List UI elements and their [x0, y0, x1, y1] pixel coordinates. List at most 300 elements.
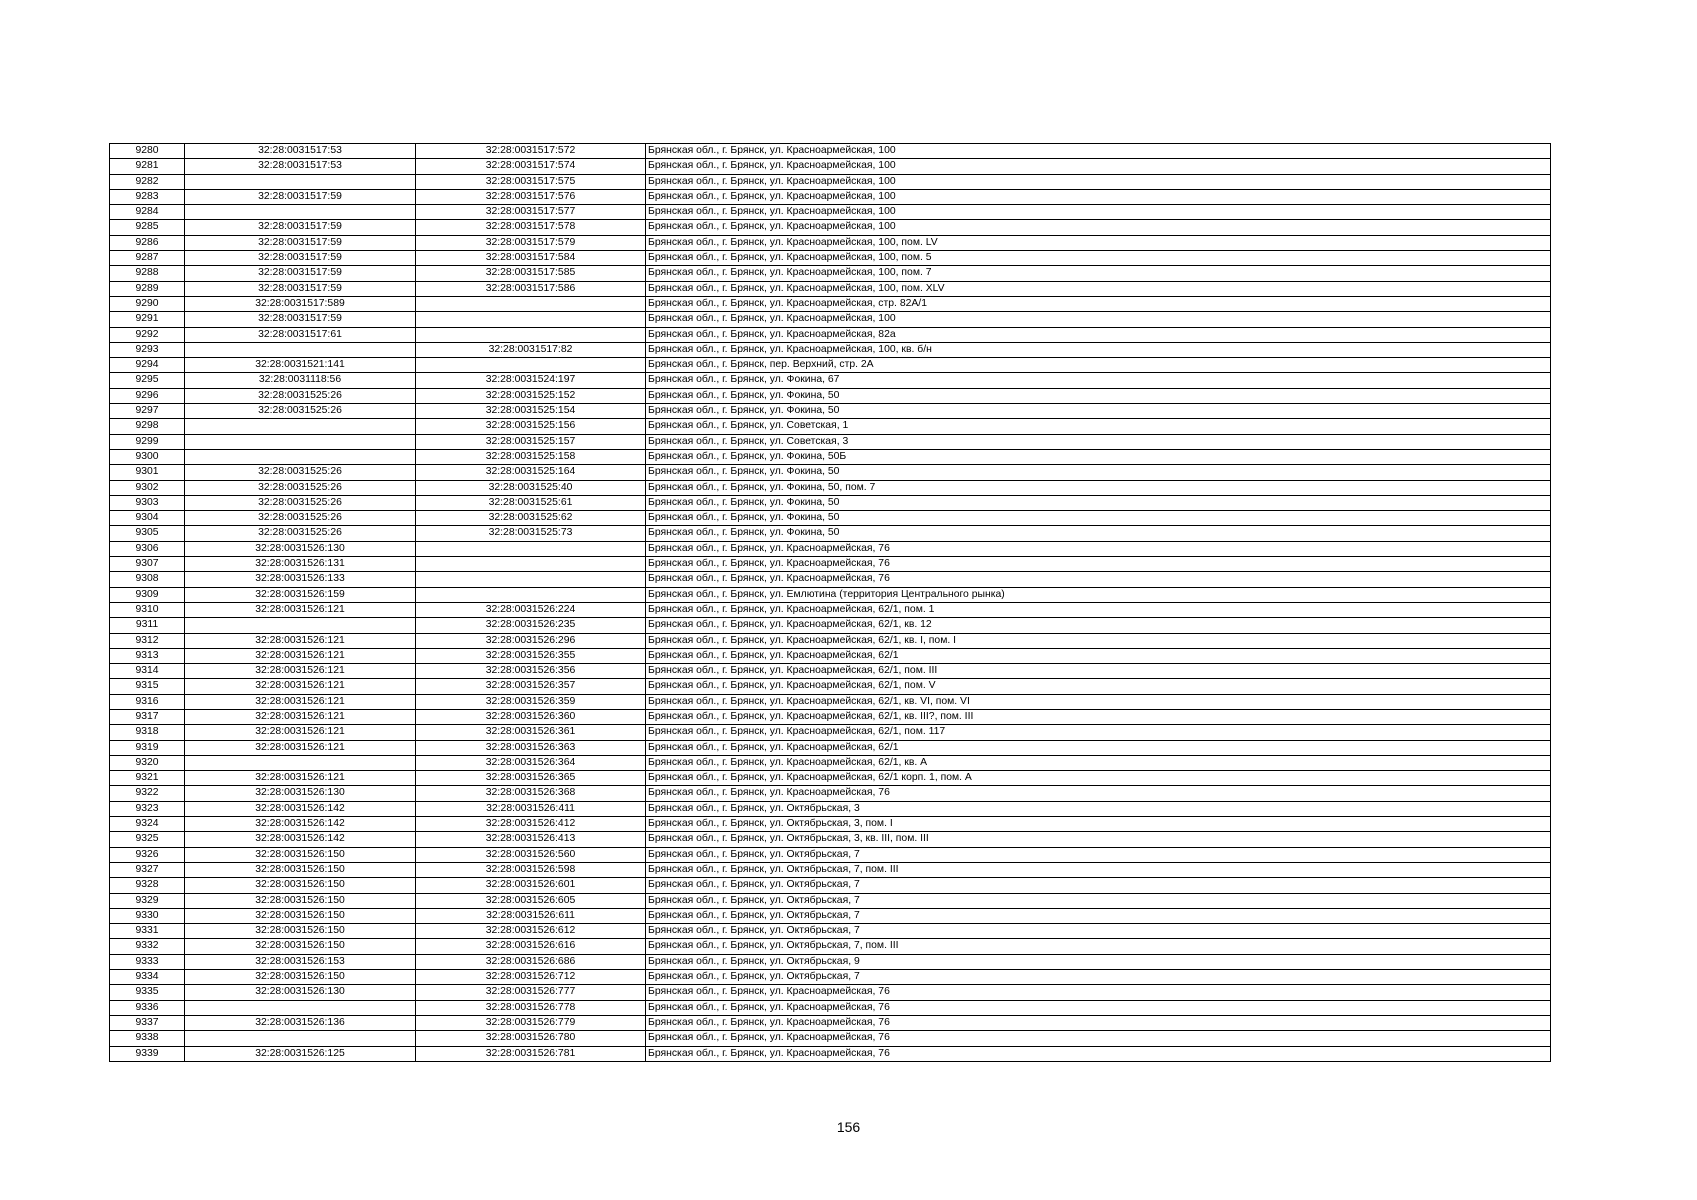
- parent-cadastral-number-cell: [185, 1031, 416, 1046]
- address-cell: Брянская обл., г. Брянск, ул. Фокина, 50, пом. 7: [646, 480, 1551, 495]
- cadastral-number-cell: 32:28:0031517:576: [416, 189, 646, 204]
- parent-cadastral-number-cell: 32:28:0031526:125: [185, 1046, 416, 1061]
- cadastral-number-cell: 32:28:0031526:413: [416, 832, 646, 847]
- parent-cadastral-number-cell: 32:28:0031118:56: [185, 373, 416, 388]
- row-number-cell: 9329: [110, 893, 185, 908]
- cadastral-number-cell: 32:28:0031526:598: [416, 862, 646, 877]
- row-number-cell: 9282: [110, 174, 185, 189]
- address-cell: Брянская обл., г. Брянск, ул. Красноармейская, 76: [646, 572, 1551, 587]
- cadastral-number-cell: 32:28:0031526:686: [416, 954, 646, 969]
- address-cell: Брянская обл., г. Брянск, ул. Красноармейская, 100: [646, 205, 1551, 220]
- row-number-cell: 9320: [110, 755, 185, 770]
- table-row: [110, 251, 1551, 266]
- parent-cadastral-number-cell: 32:28:0031526:150: [185, 924, 416, 939]
- row-number-cell: 9335: [110, 985, 185, 1000]
- row-number-cell: 9307: [110, 557, 185, 572]
- address-cell: Брянская обл., г. Брянск, ул. Красноармейская, 76: [646, 541, 1551, 556]
- parent-cadastral-number-cell: 32:28:0031526:121: [185, 664, 416, 679]
- row-number-cell: 9292: [110, 327, 185, 342]
- table-row: [110, 648, 1551, 663]
- address-cell: Брянская обл., г. Брянск, ул. Октябрьская, 9: [646, 954, 1551, 969]
- cadastral-number-cell: 32:28:0031517:585: [416, 266, 646, 281]
- address-cell: Брянская обл., г. Брянск, ул. Красноармейская, 62/1, кв. VI, пом. VI: [646, 694, 1551, 709]
- cadastral-number-cell: 32:28:0031526:224: [416, 602, 646, 617]
- row-number-cell: 9293: [110, 342, 185, 357]
- table-row: [110, 740, 1551, 755]
- cadastral-number-cell: 32:28:0031526:616: [416, 939, 646, 954]
- cadastral-number-cell: 32:28:0031517:574: [416, 159, 646, 174]
- row-number-cell: 9294: [110, 358, 185, 373]
- parent-cadastral-number-cell: 32:28:0031517:59: [185, 189, 416, 204]
- table-row: [110, 235, 1551, 250]
- table-row: [110, 220, 1551, 235]
- row-number-cell: 9289: [110, 281, 185, 296]
- parent-cadastral-number-cell: 32:28:0031526:133: [185, 572, 416, 587]
- address-cell: Брянская обл., г. Брянск, ул. Фокина, 50: [646, 404, 1551, 419]
- address-cell: Брянская обл., г. Брянск, ул. Красноармейская, 62/1, пом. V: [646, 679, 1551, 694]
- address-cell: Брянская обл., г. Брянск, ул. Красноармейская, 100: [646, 312, 1551, 327]
- cadastral-number-cell: 32:28:0031526:365: [416, 771, 646, 786]
- table-row: [110, 1031, 1551, 1046]
- table-row: [110, 174, 1551, 189]
- row-number-cell: 9299: [110, 434, 185, 449]
- cadastral-number-cell: 32:28:0031526:778: [416, 1000, 646, 1015]
- cadastral-number-cell: 32:28:0031517:575: [416, 174, 646, 189]
- table-row: [110, 709, 1551, 724]
- address-cell: Брянская обл., г. Брянск, ул. Красноармейская, 76: [646, 985, 1551, 1000]
- address-cell: Брянская обл., г. Брянск, ул. Фокина, 50: [646, 511, 1551, 526]
- table-row: [110, 924, 1551, 939]
- address-cell: Брянская обл., г. Брянск, ул. Фокина, 50Б: [646, 449, 1551, 464]
- cadastral-number-cell: 32:28:0031526:364: [416, 755, 646, 770]
- table-row: [110, 281, 1551, 296]
- table-row: [110, 801, 1551, 816]
- address-cell: Брянская обл., г. Брянск, ул. Красноармейская, 100: [646, 159, 1551, 174]
- address-cell: Брянская обл., г. Брянск, ул. Октябрьская, 7: [646, 908, 1551, 923]
- cadastral-number-cell: 32:28:0031526:363: [416, 740, 646, 755]
- parent-cadastral-number-cell: [185, 205, 416, 220]
- row-number-cell: 9303: [110, 495, 185, 510]
- row-number-cell: 9314: [110, 664, 185, 679]
- table-row: [110, 908, 1551, 923]
- row-number-cell: 9313: [110, 648, 185, 663]
- address-cell: Брянская обл., г. Брянск, ул. Красноармейская, 100, пом. 7: [646, 266, 1551, 281]
- row-number-cell: 9311: [110, 618, 185, 633]
- table-row: [110, 847, 1551, 862]
- address-cell: Брянская обл., г. Брянск, ул. Красноармейская, 100, пом. 5: [646, 251, 1551, 266]
- cadastral-number-cell: 32:28:0031526:612: [416, 924, 646, 939]
- parent-cadastral-number-cell: 32:28:0031526:121: [185, 740, 416, 755]
- table-row: [110, 159, 1551, 174]
- cadastral-number-cell: [416, 587, 646, 602]
- table-row: [110, 878, 1551, 893]
- cadastral-number-cell: 32:28:0031517:578: [416, 220, 646, 235]
- row-number-cell: 9326: [110, 847, 185, 862]
- cadastral-number-cell: 32:28:0031525:157: [416, 434, 646, 449]
- row-number-cell: 9301: [110, 465, 185, 480]
- cadastral-number-cell: 32:28:0031517:577: [416, 205, 646, 220]
- table-row: [110, 511, 1551, 526]
- table-row: [110, 1000, 1551, 1015]
- row-number-cell: 9328: [110, 878, 185, 893]
- parent-cadastral-number-cell: 32:28:0031526:150: [185, 893, 416, 908]
- parent-cadastral-number-cell: 32:28:0031526:121: [185, 725, 416, 740]
- cadastral-number-cell: 32:28:0031526:779: [416, 1015, 646, 1030]
- row-number-cell: 9339: [110, 1046, 185, 1061]
- cadastral-number-cell: 32:28:0031525:61: [416, 495, 646, 510]
- address-cell: Брянская обл., г. Брянск, ул. Октябрьская, 3: [646, 801, 1551, 816]
- row-number-cell: 9308: [110, 572, 185, 587]
- parent-cadastral-number-cell: [185, 434, 416, 449]
- parent-cadastral-number-cell: 32:28:0031517:59: [185, 235, 416, 250]
- parent-cadastral-number-cell: 32:28:0031525:26: [185, 480, 416, 495]
- table-row: [110, 266, 1551, 281]
- address-cell: Брянская обл., г. Брянск, ул. Красноармейская, 76: [646, 1031, 1551, 1046]
- address-cell: Брянская обл., г. Брянск, ул. Красноармейская, стр. 82А/1: [646, 296, 1551, 311]
- cadastral-number-cell: [416, 358, 646, 373]
- address-cell: Брянская обл., г. Брянск, ул. Октябрьская, 3, пом. I: [646, 817, 1551, 832]
- table-row: [110, 465, 1551, 480]
- row-number-cell: 9280: [110, 144, 185, 159]
- parent-cadastral-number-cell: 32:28:0031526:121: [185, 709, 416, 724]
- address-cell: Брянская обл., г. Брянск, ул. Красноармейская, 62/1: [646, 648, 1551, 663]
- parent-cadastral-number-cell: 32:28:0031526:121: [185, 771, 416, 786]
- address-cell: Брянская обл., г. Брянск, ул. Красноармейская, 62/1, кв. I, пом. I: [646, 633, 1551, 648]
- parent-cadastral-number-cell: 32:28:0031526:142: [185, 801, 416, 816]
- address-cell: Брянская обл., г. Брянск, ул. Красноармейская, 82а: [646, 327, 1551, 342]
- cadastral-number-cell: 32:28:0031526:611: [416, 908, 646, 923]
- address-cell: Брянская обл., г. Брянск, ул. Красноармейская, 100: [646, 144, 1551, 159]
- row-number-cell: 9284: [110, 205, 185, 220]
- row-number-cell: 9322: [110, 786, 185, 801]
- parent-cadastral-number-cell: 32:28:0031526:130: [185, 541, 416, 556]
- table-row: [110, 1046, 1551, 1061]
- row-number-cell: 9332: [110, 939, 185, 954]
- cadastral-number-cell: 32:28:0031526:712: [416, 970, 646, 985]
- row-number-cell: 9306: [110, 541, 185, 556]
- table-row: [110, 419, 1551, 434]
- cadastral-number-cell: 32:28:0031526:781: [416, 1046, 646, 1061]
- parent-cadastral-number-cell: [185, 618, 416, 633]
- address-cell: Брянская обл., г. Брянск, ул. Красноармейская, 100, кв. б/н: [646, 342, 1551, 357]
- table-row: [110, 404, 1551, 419]
- parent-cadastral-number-cell: 32:28:0031526:130: [185, 985, 416, 1000]
- parent-cadastral-number-cell: 32:28:0031517:61: [185, 327, 416, 342]
- address-cell: Брянская обл., г. Брянск, ул. Красноармейская, 62/1 корп. 1, пом. А: [646, 771, 1551, 786]
- parent-cadastral-number-cell: 32:28:0031526:142: [185, 817, 416, 832]
- row-number-cell: 9334: [110, 970, 185, 985]
- row-number-cell: 9324: [110, 817, 185, 832]
- row-number-cell: 9331: [110, 924, 185, 939]
- table-row: [110, 526, 1551, 541]
- parent-cadastral-number-cell: 32:28:0031526:136: [185, 1015, 416, 1030]
- table-row: [110, 480, 1551, 495]
- parent-cadastral-number-cell: [185, 419, 416, 434]
- parent-cadastral-number-cell: 32:28:0031526:159: [185, 587, 416, 602]
- row-number-cell: 9285: [110, 220, 185, 235]
- address-cell: Брянская обл., г. Брянск, ул. Советская, 3: [646, 434, 1551, 449]
- row-number-cell: 9290: [110, 296, 185, 311]
- address-cell: Брянская обл., г. Брянск, ул. Октябрьская, 3, кв. III, пом. III: [646, 832, 1551, 847]
- cadastral-number-cell: 32:28:0031526:235: [416, 618, 646, 633]
- table-row: [110, 893, 1551, 908]
- table-row: [110, 771, 1551, 786]
- row-number-cell: 9323: [110, 801, 185, 816]
- address-cell: Брянская обл., г. Брянск, ул. Емлютина (территория Центрального рынка): [646, 587, 1551, 602]
- cadastral-number-cell: 32:28:0031526:601: [416, 878, 646, 893]
- row-number-cell: 9288: [110, 266, 185, 281]
- parent-cadastral-number-cell: 32:28:0031517:59: [185, 251, 416, 266]
- parent-cadastral-number-cell: 32:28:0031526:121: [185, 679, 416, 694]
- table-row: [110, 557, 1551, 572]
- parent-cadastral-number-cell: 32:28:0031526:131: [185, 557, 416, 572]
- address-cell: Брянская обл., г. Брянск, ул. Фокина, 67: [646, 373, 1551, 388]
- parent-cadastral-number-cell: 32:28:0031526:150: [185, 970, 416, 985]
- cadastral-number-cell: 32:28:0031517:579: [416, 235, 646, 250]
- row-number-cell: 9327: [110, 862, 185, 877]
- table-row: [110, 541, 1551, 556]
- parent-cadastral-number-cell: 32:28:0031517:59: [185, 281, 416, 296]
- address-cell: Брянская обл., г. Брянск, пер. Верхний, стр. 2А: [646, 358, 1551, 373]
- parent-cadastral-number-cell: 32:28:0031526:121: [185, 648, 416, 663]
- row-number-cell: 9318: [110, 725, 185, 740]
- row-number-cell: 9286: [110, 235, 185, 250]
- address-cell: Брянская обл., г. Брянск, ул. Красноармейская, 76: [646, 1015, 1551, 1030]
- table-row: [110, 618, 1551, 633]
- row-number-cell: 9302: [110, 480, 185, 495]
- table-row: [110, 572, 1551, 587]
- address-cell: Брянская обл., г. Брянск, ул. Советская, 1: [646, 419, 1551, 434]
- cadastral-number-cell: 32:28:0031526:357: [416, 679, 646, 694]
- table-row: [110, 970, 1551, 985]
- cadastral-number-cell: 32:28:0031526:296: [416, 633, 646, 648]
- row-number-cell: 9283: [110, 189, 185, 204]
- address-cell: Брянская обл., г. Брянск, ул. Красноармейская, 100: [646, 220, 1551, 235]
- parent-cadastral-number-cell: [185, 174, 416, 189]
- table-row: [110, 1015, 1551, 1030]
- cadastral-number-cell: 32:28:0031517:82: [416, 342, 646, 357]
- cadastral-number-cell: 32:28:0031525:152: [416, 388, 646, 403]
- cadastral-number-cell: 32:28:0031525:40: [416, 480, 646, 495]
- table-row: [110, 633, 1551, 648]
- address-cell: Брянская обл., г. Брянск, ул. Красноармейская, 62/1: [646, 740, 1551, 755]
- address-cell: Брянская обл., г. Брянск, ул. Октябрьская, 7, пом. III: [646, 939, 1551, 954]
- address-cell: Брянская обл., г. Брянск, ул. Фокина, 50: [646, 526, 1551, 541]
- cadastral-number-cell: 32:28:0031526:777: [416, 985, 646, 1000]
- row-number-cell: 9321: [110, 771, 185, 786]
- row-number-cell: 9295: [110, 373, 185, 388]
- row-number-cell: 9281: [110, 159, 185, 174]
- row-number-cell: 9296: [110, 388, 185, 403]
- parent-cadastral-number-cell: [185, 449, 416, 464]
- parent-cadastral-number-cell: [185, 1000, 416, 1015]
- parent-cadastral-number-cell: 32:28:0031525:26: [185, 495, 416, 510]
- address-cell: Брянская обл., г. Брянск, ул. Октябрьская, 7, пом. III: [646, 862, 1551, 877]
- table-row: [110, 449, 1551, 464]
- row-number-cell: 9336: [110, 1000, 185, 1015]
- parent-cadastral-number-cell: 32:28:0031525:26: [185, 465, 416, 480]
- cadastral-number-cell: 32:28:0031526:359: [416, 694, 646, 709]
- table-row: [110, 985, 1551, 1000]
- cadastral-number-cell: 32:28:0031526:411: [416, 801, 646, 816]
- cadastral-number-cell: [416, 312, 646, 327]
- cadastral-number-cell: 32:28:0031526:360: [416, 709, 646, 724]
- table-row: [110, 327, 1551, 342]
- address-cell: Брянская обл., г. Брянск, ул. Октябрьская, 7: [646, 878, 1551, 893]
- row-number-cell: 9298: [110, 419, 185, 434]
- cadastral-number-cell: 32:28:0031517:586: [416, 281, 646, 296]
- cadastral-number-cell: 32:28:0031526:780: [416, 1031, 646, 1046]
- cadastral-number-cell: [416, 557, 646, 572]
- cadastral-number-cell: 32:28:0031526:361: [416, 725, 646, 740]
- address-cell: Брянская обл., г. Брянск, ул. Октябрьская, 7: [646, 970, 1551, 985]
- page-number: 156: [836, 1119, 861, 1135]
- parent-cadastral-number-cell: 32:28:0031517:59: [185, 220, 416, 235]
- table-row: [110, 755, 1551, 770]
- address-cell: Брянская обл., г. Брянск, ул. Красноармейская, 62/1, кв. А: [646, 755, 1551, 770]
- row-number-cell: 9315: [110, 679, 185, 694]
- row-number-cell: 9305: [110, 526, 185, 541]
- table-row: [110, 725, 1551, 740]
- cadastral-number-cell: 32:28:0031525:154: [416, 404, 646, 419]
- parent-cadastral-number-cell: 32:28:0031521:141: [185, 358, 416, 373]
- parent-cadastral-number-cell: 32:28:0031526:121: [185, 694, 416, 709]
- table-row: [110, 358, 1551, 373]
- row-number-cell: 9325: [110, 832, 185, 847]
- register-table-body: [110, 144, 1551, 1062]
- table-row: [110, 434, 1551, 449]
- parent-cadastral-number-cell: 32:28:0031526:150: [185, 878, 416, 893]
- cadastral-number-cell: 32:28:0031526:412: [416, 817, 646, 832]
- row-number-cell: 9291: [110, 312, 185, 327]
- table-row: [110, 373, 1551, 388]
- table-row: [110, 786, 1551, 801]
- parent-cadastral-number-cell: 32:28:0031526:153: [185, 954, 416, 969]
- table-row: [110, 694, 1551, 709]
- cadastral-number-cell: [416, 541, 646, 556]
- cadastral-number-cell: 32:28:0031524:197: [416, 373, 646, 388]
- table-row: [110, 817, 1551, 832]
- row-number-cell: 9319: [110, 740, 185, 755]
- row-number-cell: 9304: [110, 511, 185, 526]
- address-cell: Брянская обл., г. Брянск, ул. Октябрьская, 7: [646, 847, 1551, 862]
- row-number-cell: 9297: [110, 404, 185, 419]
- row-number-cell: 9333: [110, 954, 185, 969]
- cadastral-number-cell: 32:28:0031526:605: [416, 893, 646, 908]
- cadastral-number-cell: 32:28:0031525:158: [416, 449, 646, 464]
- table-row: [110, 679, 1551, 694]
- cadastral-number-cell: 32:28:0031526:355: [416, 648, 646, 663]
- address-cell: Брянская обл., г. Брянск, ул. Красноармейская, 100, пом. LV: [646, 235, 1551, 250]
- parent-cadastral-number-cell: 32:28:0031525:26: [185, 388, 416, 403]
- parent-cadastral-number-cell: 32:28:0031526:130: [185, 786, 416, 801]
- address-cell: Брянская обл., г. Брянск, ул. Красноармейская, 62/1, пом. 117: [646, 725, 1551, 740]
- parent-cadastral-number-cell: 32:28:0031526:150: [185, 939, 416, 954]
- cadastral-number-cell: [416, 296, 646, 311]
- parent-cadastral-number-cell: 32:28:0031517:53: [185, 144, 416, 159]
- table-row: [110, 342, 1551, 357]
- cadastral-number-cell: 32:28:0031517:572: [416, 144, 646, 159]
- row-number-cell: 9312: [110, 633, 185, 648]
- address-cell: Брянская обл., г. Брянск, ул. Октябрьская, 7: [646, 924, 1551, 939]
- table-row: [110, 954, 1551, 969]
- parent-cadastral-number-cell: 32:28:0031526:121: [185, 633, 416, 648]
- cadastral-number-cell: [416, 572, 646, 587]
- row-number-cell: 9316: [110, 694, 185, 709]
- address-cell: Брянская обл., г. Брянск, ул. Красноармейская, 100: [646, 189, 1551, 204]
- table-row: [110, 388, 1551, 403]
- address-cell: Брянская обл., г. Брянск, ул. Фокина, 50: [646, 495, 1551, 510]
- parent-cadastral-number-cell: 32:28:0031526:150: [185, 862, 416, 877]
- table-row: [110, 205, 1551, 220]
- parent-cadastral-number-cell: 32:28:0031525:26: [185, 404, 416, 419]
- parent-cadastral-number-cell: 32:28:0031525:26: [185, 526, 416, 541]
- row-number-cell: 9330: [110, 908, 185, 923]
- cadastral-number-cell: 32:28:0031526:356: [416, 664, 646, 679]
- table-row: [110, 664, 1551, 679]
- parent-cadastral-number-cell: 32:28:0031517:59: [185, 312, 416, 327]
- parent-cadastral-number-cell: 32:28:0031526:142: [185, 832, 416, 847]
- table-row: [110, 495, 1551, 510]
- address-cell: Брянская обл., г. Брянск, ул. Красноармейская, 62/1, кв. III?, пом. III: [646, 709, 1551, 724]
- parent-cadastral-number-cell: 32:28:0031526:121: [185, 602, 416, 617]
- table-row: [110, 939, 1551, 954]
- table-row: [110, 862, 1551, 877]
- cadastral-number-cell: 32:28:0031526:368: [416, 786, 646, 801]
- row-number-cell: 9310: [110, 602, 185, 617]
- table-row: [110, 296, 1551, 311]
- address-cell: Брянская обл., г. Брянск, ул. Красноармейская, 100, пом. XLV: [646, 281, 1551, 296]
- cadastral-number-cell: 32:28:0031525:164: [416, 465, 646, 480]
- parent-cadastral-number-cell: [185, 342, 416, 357]
- parent-cadastral-number-cell: 32:28:0031517:589: [185, 296, 416, 311]
- row-number-cell: 9317: [110, 709, 185, 724]
- row-number-cell: 9287: [110, 251, 185, 266]
- cadastral-number-cell: 32:28:0031526:560: [416, 847, 646, 862]
- row-number-cell: 9309: [110, 587, 185, 602]
- table-row: [110, 189, 1551, 204]
- register-table: [109, 143, 1551, 1062]
- parent-cadastral-number-cell: [185, 755, 416, 770]
- address-cell: Брянская обл., г. Брянск, ул. Красноармейская, 76: [646, 1046, 1551, 1061]
- address-cell: Брянская обл., г. Брянск, ул. Красноармейская, 76: [646, 786, 1551, 801]
- table-row: [110, 832, 1551, 847]
- table-row: [110, 587, 1551, 602]
- row-number-cell: 9338: [110, 1031, 185, 1046]
- address-cell: Брянская обл., г. Брянск, ул. Октябрьская, 7: [646, 893, 1551, 908]
- row-number-cell: 9337: [110, 1015, 185, 1030]
- address-cell: Брянская обл., г. Брянск, ул. Красноармейская, 100: [646, 174, 1551, 189]
- table-row: [110, 602, 1551, 617]
- cadastral-number-cell: 32:28:0031525:156: [416, 419, 646, 434]
- parent-cadastral-number-cell: 32:28:0031526:150: [185, 908, 416, 923]
- parent-cadastral-number-cell: 32:28:0031526:150: [185, 847, 416, 862]
- address-cell: Брянская обл., г. Брянск, ул. Красноармейская, 62/1, пом. III: [646, 664, 1551, 679]
- table-row: [110, 312, 1551, 327]
- parent-cadastral-number-cell: 32:28:0031517:59: [185, 266, 416, 281]
- parent-cadastral-number-cell: 32:28:0031525:26: [185, 511, 416, 526]
- address-cell: Брянская обл., г. Брянск, ул. Красноармейская, 62/1, кв. 12: [646, 618, 1551, 633]
- cadastral-number-cell: 32:28:0031517:584: [416, 251, 646, 266]
- table-row: [110, 144, 1551, 159]
- row-number-cell: 9300: [110, 449, 185, 464]
- cadastral-number-cell: 32:28:0031525:73: [416, 526, 646, 541]
- parent-cadastral-number-cell: 32:28:0031517:53: [185, 159, 416, 174]
- address-cell: Брянская обл., г. Брянск, ул. Красноармейская, 76: [646, 1000, 1551, 1015]
- cadastral-number-cell: [416, 327, 646, 342]
- address-cell: Брянская обл., г. Брянск, ул. Красноармейская, 76: [646, 557, 1551, 572]
- cadastral-number-cell: 32:28:0031525:62: [416, 511, 646, 526]
